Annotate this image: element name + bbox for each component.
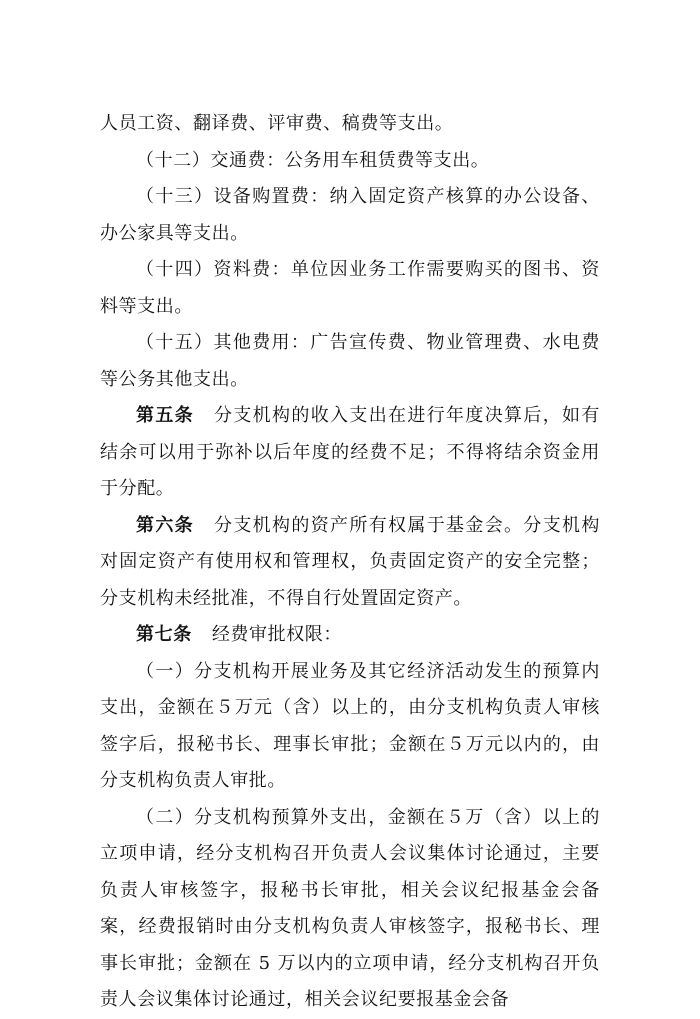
article-heading: 第七条 [136,624,192,645]
article-heading: 第六条 [136,514,195,536]
paragraph-equipment-fee [100,179,600,252]
paragraph-text: （十二）交通费：公务用车租赁费等支出。 [136,149,490,171]
paragraph-text: 人员工资、翻译费、评审费、稿费等支出。 [100,113,454,134]
paragraph-text: （十四）资料费：单位因业务工作需要购买的图书、资料等支出。 [100,259,600,317]
article-heading: 第五条 [136,405,195,426]
paragraph-text: （一）分支机构开展业务及其它经济活动发生的预算内支出，金额在５万元（含）以上的，由分支机构负责人审核签字后，报秘书长、理事长审批；金额在５万元以内的，由分支机构负责人审批。 [100,660,600,791]
article-6 [100,508,600,618]
paragraph-transport-fee [100,143,600,180]
article-5 [100,398,600,508]
clause-extra-budget-approval [100,800,600,1019]
paragraph-text: （二）分支机构预算外支出，金额在５万（含）以上的立项申请，经分支机构召开负责人会议集体讨论通过，主要负责人审核签字，报秘书长审批，相关会议纪报基金会备案，经费报销时由分支机构负责人审核签字，报秘书长、理事长审批；金额在 5 万以内的立项申请，经分支机构召开负责人会议集体讨论通过，相关会议纪要报基金会备 [100,806,600,1010]
paragraph-text: （十五）其他费用：广告宣传费、物业管理费、水电费等公务其他支出。 [100,332,600,390]
article-7 [100,617,600,654]
document-body [100,106,600,1019]
article-text: 分支机构的资产所有权属于基金会。分支机构对固定资产有使用权和管理权，负责固定资产的安全完整；分支机构未经批准，不得自行处置固定资产。 [100,514,600,609]
paragraph-materials-fee [100,252,600,325]
article-text: 经费审批权限： [211,624,343,645]
clause-budget-approval [100,654,600,800]
paragraph-text: （十三）设备购置费：纳入固定资产核算的办公设备、办公家具等支出。 [100,186,600,244]
article-text: 分支机构的收入支出在进行年度决算后，如有结余可以用于弥补以后年度的经费不足；不得将结余资金用于分配。 [100,405,600,499]
paragraph-other-fees [100,325,600,398]
paragraph-staff-fees [100,106,600,143]
